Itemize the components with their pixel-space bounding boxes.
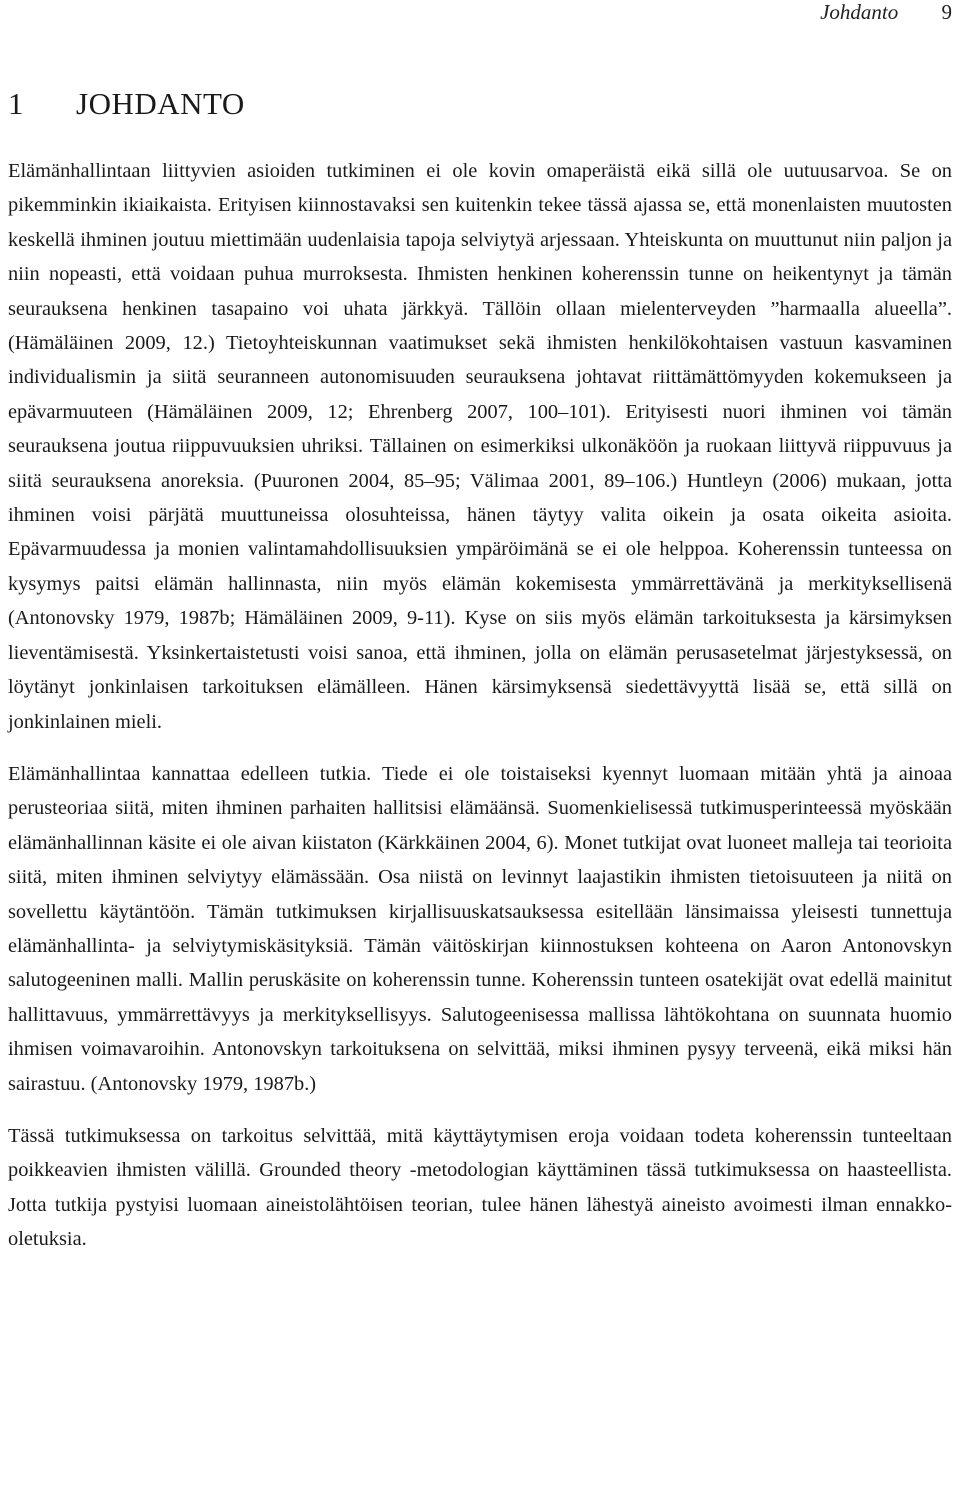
paragraph-3: Tässä tutkimuksessa on tarkoitus selvittää, mitä käyttäytymisen eroja voidaan todeta koherenssin tunteeltaan poikkeavien ihmisten välillä. Grounded theory -metodologian käyttäminen tässä tutkimuksessa on haasteellista. Jotta tutkija pystyisi luomaan aineistolähtöisen teorian, tulee hänen lähestyä aineisto avoimesti ilman ennakko-oletuksia. (8, 1124, 952, 1251)
running-header (8, 0, 952, 26)
paragraph-1: Elämänhallintaan liittyvien asioiden tutkiminen ei ole kovin omaperäistä eikä sillä ole uutuusarvoa. Se on pikemminkin ikiaikaista. Erityisen kiinnostavaksi sen kuitenkin tekee tässä ajassa se, että monenlaisten muutosten keskellä ihminen joutuu miettimään uudenlaisia tapoja selviytyä arjessaan. Yhteiskunta on muuttunut niin paljon ja niin nopeasti, että voidaan puhua murroksesta. Ihmisten henkinen koherenssin tunne on heikentynyt ja tämän seurauksena henkinen tasapaino voi uhata järkkyä. Tällöin ollaan mielenterveyden ”harmaalla alueella”. (Hämäläinen 2009, 12.) Tietoyhteiskunnan vaatimukset sekä ihmisten henkilökohtaisen vastuun kasvaminen individualismin ja siitä seuranneen autonomisuuden seurauksena johtavat riittämättömyyden kokemukseen ja epävarmuuteen (Hämäläinen 2009, 12; Ehrenberg 2007, 100–101). Erityisesti nuori ihminen voi tämän seurauksena joutua riippuvuuksien uhriksi. Tällainen on esimerkiksi ulkonäköön ja ruokaan liittyvä riippuvuus ja siitä seurauksena anoreksia. (Puuronen 2004, 85–95; Välimaa 2001, 89–106.) Huntleyn (2006) mukaan, jotta ihminen voisi pärjätä muuttuneissa olosuhteissa, hänen täytyy valita oikein ja osata oikeita asioita. Epävarmuudessa ja monien valintamahdollisuuksien ympäröimänä se ei ole helppoa. Koherenssin tunteessa on kysymys paitsi elämän hallinnasta, niin myös elämän kokemisesta ymmärrettävänä ja merkityksellisenä (Antonovsky 1979, 1987b; Hämäläinen 2009, 9-11). Kyse on siis myös elämän tarkoituksesta ja kärsimyksen lieventämisestä. Yksinkertaistetusti voisi sanoa, että ihminen, jolla on elämän perusasetelmat järjestyksessä, on löytänyt jonkinlaisen tarkoituksen elämälleen. Hänen kärsimyksensä siedettävyyttä lisää se, että sillä on jonkinlainen mieli. (8, 160, 952, 733)
page-number: 9 (941, 0, 952, 24)
body-text (8, 154, 952, 1257)
chapter-heading (8, 86, 245, 122)
chapter-title: JOHDANTO (76, 86, 245, 121)
paragraph-2: Elämänhallintaa kannattaa edelleen tutkia. Tiede ei ole toistaiseksi kyennyt luomaan mitään yhtä ja ainoaa perusteoriaa siitä, miten ihminen parhaiten hallitsisi elämäänsä. Suomenkielisessä tutkimusperinteessä myöskään elämänhallinnan käsite ei ole aivan kiistaton (Kärkkäinen 2004, 6). Monet tutkijat ovat luoneet malleja tai teorioita siitä, miten ihminen selviytyy elämässään. Osa niistä on levinnyt laajastikin ihmisten tietoisuuteen ja niitä on sovellettu käytäntöön. Tämän tutkimuksen kirjallisuuskatsauksessa esitellään länsimaissa yleisesti tunnettuja elämänhallinta- ja selviytymiskäsityksiä. Tämän väitöskirjan kiinnostuksen kohteena on Aaron Antonovskyn salutogeeninen malli. Mallin peruskäsite on koherenssin tunne. Koherenssin tunteen osatekijät ovat edellä mainitut hallittavuus, ymmärrettävyys ja merkityksellisyys. Salutogeenisessa mallissa lähtökohtana on suunnata huomio ihmisen voimavaroihin. Antonovskyn tarkoituksena on selvittää, miksi ihminen pysyy terveenä, eikä miksi hän sairastuu. (Antonovsky 1979, 1987b.) (8, 762, 952, 1095)
chapter-number: 1 (8, 86, 24, 121)
header-section-title: Johdanto (820, 0, 899, 24)
